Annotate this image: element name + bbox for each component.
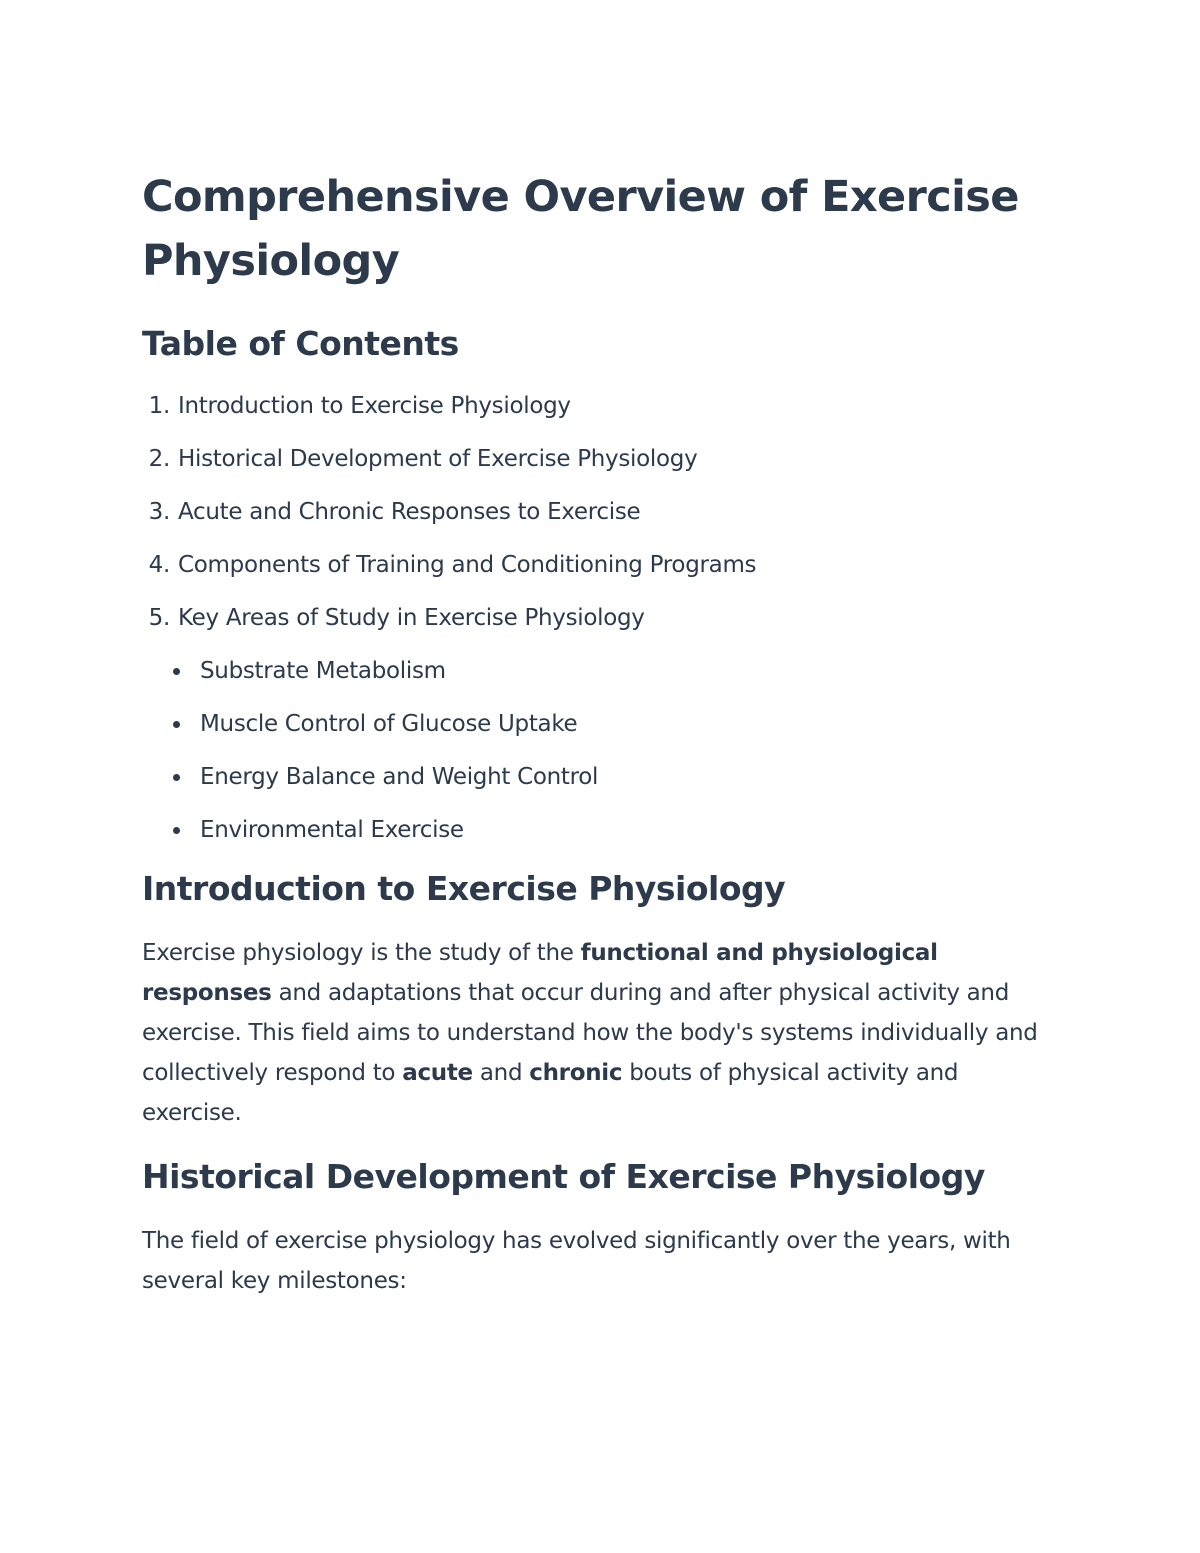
toc-subitem-label: Environmental Exercise <box>200 817 464 843</box>
toc-subitem-label: Energy Balance and Weight Control <box>200 764 599 790</box>
history-heading: Historical Development of Exercise Physiology <box>142 1157 985 1196</box>
intro-bold-2: acute <box>402 1060 473 1086</box>
toc-item <box>142 443 1042 475</box>
intro-text-1: Exercise physiology is the study of the <box>142 940 581 966</box>
history-paragraph: The field of exercise physiology has evolved significantly over the years, with several key milestones: <box>142 1228 1011 1294</box>
toc-subitem <box>142 655 1042 687</box>
document-page <box>142 165 1042 1301</box>
toc-item-number: 5. <box>148 605 170 631</box>
intro-text-2: and adaptations that occur during and after physical activity and exercise. This field aims to understand how the body's systems individually and collectively respond to <box>142 980 1038 1086</box>
toc-item-label: Components of Training and Conditioning Programs <box>178 552 757 578</box>
toc-item-number: 4. <box>148 552 170 578</box>
intro-heading: Introduction to Exercise Physiology <box>142 869 786 908</box>
toc-subitem-label: Substrate Metabolism <box>200 658 446 684</box>
toc-item-number: 2. <box>148 446 170 472</box>
toc-sublist <box>142 655 1042 846</box>
table-of-contents <box>142 390 1042 634</box>
toc-subitem <box>142 761 1042 793</box>
toc-subitem <box>142 814 1042 846</box>
toc-subitem-label: Muscle Control of Glucose Uptake <box>200 711 578 737</box>
intro-bold-1: functional and physiological responses <box>142 940 938 1006</box>
bullet-icon <box>173 721 180 728</box>
intro-text-3: and <box>472 1060 530 1086</box>
toc-item <box>142 496 1042 528</box>
toc-subitem <box>142 708 1042 740</box>
toc-item-number: 1. <box>148 393 170 419</box>
toc-item <box>142 602 1042 634</box>
intro-bold-3: chronic <box>529 1060 623 1086</box>
intro-paragraph <box>142 933 1042 1133</box>
document-title: Comprehensive Overview of Exercise Physiology <box>142 172 1019 286</box>
toc-item-label: Introduction to Exercise Physiology <box>178 393 571 419</box>
toc-item <box>142 549 1042 581</box>
toc-item-label: Acute and Chronic Responses to Exercise <box>178 499 641 525</box>
toc-heading: Table of Contents <box>142 324 459 363</box>
intro-text-4: bouts of physical activity and exercise. <box>142 1060 959 1126</box>
bullet-icon <box>173 668 180 675</box>
bullet-icon <box>173 774 180 781</box>
toc-item <box>142 390 1042 422</box>
bullet-icon <box>173 827 180 834</box>
toc-item-number: 3. <box>148 499 170 525</box>
toc-item-label: Key Areas of Study in Exercise Physiology <box>178 605 645 631</box>
toc-item-label: Historical Development of Exercise Physiology <box>178 446 698 472</box>
